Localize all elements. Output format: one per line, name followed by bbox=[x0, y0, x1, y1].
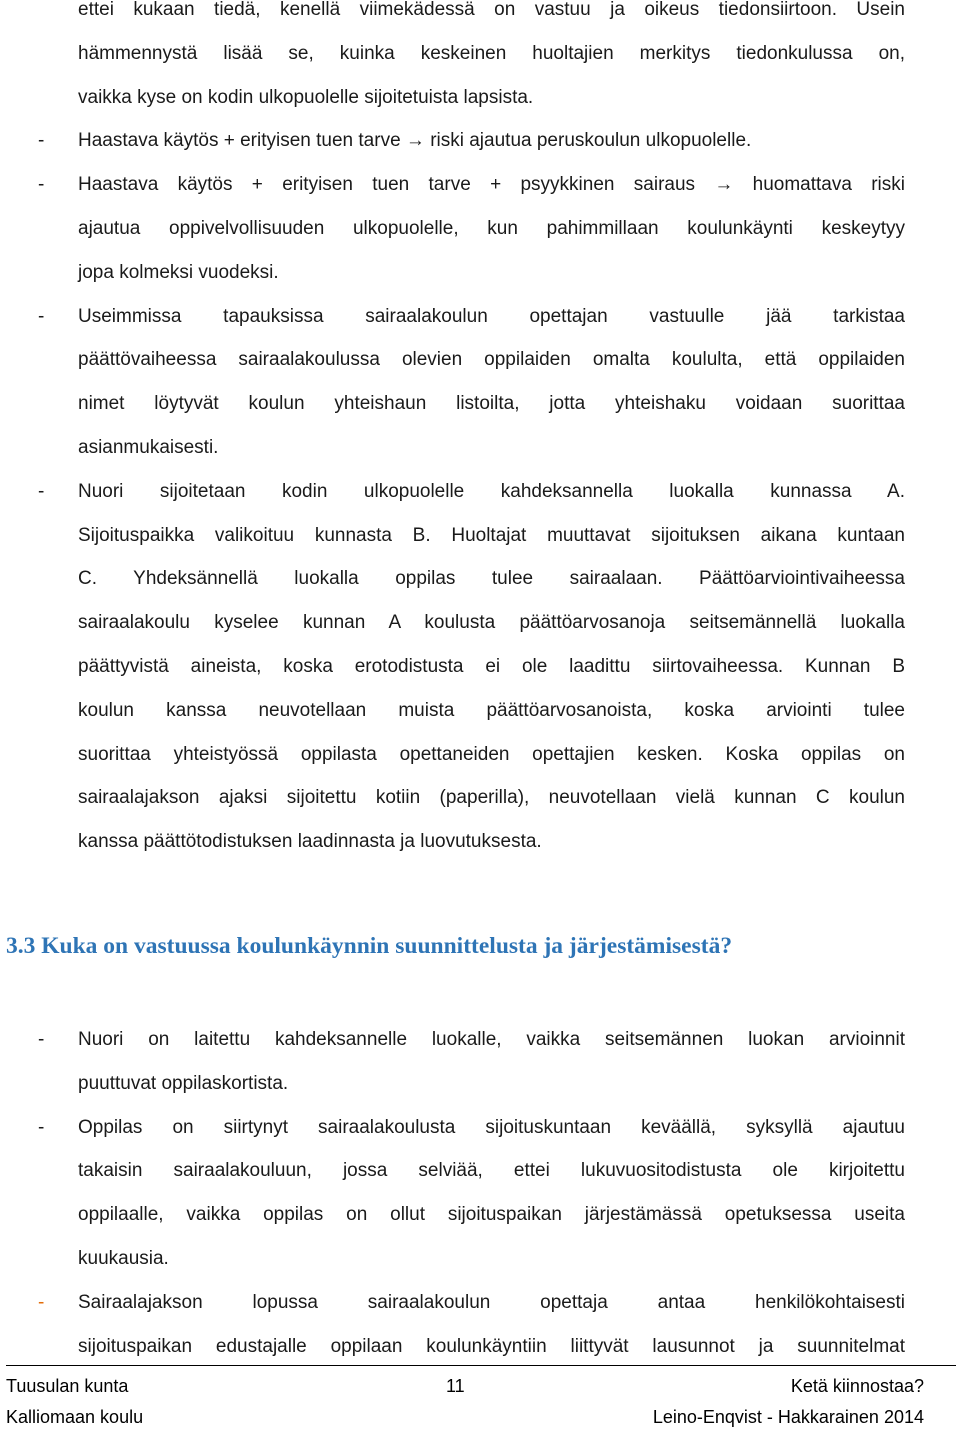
body-text-line: sairaalajakson ajaksi sijoitettu kotiin (paperilla), neuvotellaan vielä kunnan C koulun bbox=[78, 787, 905, 809]
section-text-line: Sairaalajakson lopussa sairaalakoulun opettaja antaa henkilökohtaisesti bbox=[78, 1291, 905, 1313]
body-text-line: kanssa päättötodistuksen laadinnasta ja luovutuksesta. bbox=[78, 831, 542, 853]
body-text-line: Haastava käytös + erityisen tuen tarve → riski ajautua peruskoulun ulkopuolelle. bbox=[78, 130, 752, 152]
footer-divider bbox=[6, 1365, 956, 1366]
section-text-line: Nuori on laitettu kahdeksannelle luokalle, vaikka seitsemännen luokan arvioinnit bbox=[78, 1029, 905, 1050]
body-text-line: nimet löytyvät koulun yhteishaun listoilta, jotta yhteishaku voidaan suorittaa bbox=[78, 393, 905, 415]
page-number: 11 bbox=[446, 1376, 465, 1396]
body-text-line: päättyvistä aineista, koska erotodistusta ei ole laadittu siirtovaiheessa. Kunnan B bbox=[78, 656, 905, 677]
list-bullet: - bbox=[38, 1029, 45, 1050]
section-text-line: kuukausia. bbox=[78, 1248, 169, 1269]
body-text-line: sairaalakoulu kyselee kunnan A koulusta päättöarvosanoja seitsemännellä luokalla bbox=[78, 612, 905, 634]
section-text-line: takaisin sairaalakouluun, jossa selviää, ettei lukuvuositodistusta ole kirjoitettu bbox=[78, 1160, 905, 1182]
footer-school: Kalliomaan koulu bbox=[6, 1407, 144, 1427]
body-text-line: asianmukaisesti. bbox=[78, 437, 219, 458]
body-text-line: päättövaiheessa sairaalakoulussa olevien oppilaiden omalta koululta, että oppilaiden bbox=[78, 349, 905, 371]
section-text-line: oppilaalle, vaikka oppilas on ollut sijoituspaikan järjestämässä opetuksessa useita bbox=[78, 1204, 905, 1226]
body-text-line: suorittaa yhteistyössä oppilasta opettaneiden opettajien kesken. Koska oppilas on bbox=[78, 743, 905, 765]
section-text-line: Oppilas on siirtynyt sairaalakoulusta sijoituskuntaan keväällä, syksyllä ajautuu bbox=[78, 1116, 905, 1138]
body-text-line: Nuori sijoitetaan kodin ulkopuolelle kahdeksannella luokalla kunnassa A. bbox=[78, 480, 905, 502]
list-bullet: - bbox=[38, 130, 45, 152]
body-text-line: hämmennystä lisää se, kuinka keskeinen huoltajien merkitys tiedonkulussa on, bbox=[78, 42, 905, 64]
body-text-line: vaikka kyse on kodin ulkopuolelle sijoitetuista lapsista. bbox=[78, 86, 534, 108]
body-text-line: Haastava käytös + erityisen tuen tarve + psyykkinen sairaus → huomattava riski bbox=[78, 174, 905, 196]
list-bullet: - bbox=[38, 305, 45, 327]
footer-municipality: Tuusulan kunta bbox=[6, 1376, 129, 1396]
list-bullet: - bbox=[38, 1116, 45, 1138]
list-bullet: - bbox=[38, 480, 45, 502]
section-text-line: puuttuvat oppilaskortista. bbox=[78, 1072, 289, 1094]
body-text-line: Sijoituspaikka valikoituu kunnasta B. Huoltajat muuttavat sijoituksen aikana kuntaan bbox=[78, 524, 905, 546]
body-text-line: jopa kolmeksi vuodeksi. bbox=[78, 261, 279, 283]
list-bullet: - bbox=[38, 174, 45, 196]
body-text-line: ajautua oppivelvollisuuden ulkopuolelle, kun pahimmillaan koulunkäynti keskeytyy bbox=[78, 218, 905, 239]
section-text-line: sijoituspaikan edustajalle oppilaan koulunkäyntiin liittyvät lausunnot ja suunnitelmat bbox=[78, 1335, 905, 1357]
body-text-line: Useimmissa tapauksissa sairaalakoulun opettajan vastuulle jää tarkistaa bbox=[78, 305, 905, 327]
list-bullet: - bbox=[38, 1291, 45, 1313]
footer-authors: Leino-Enqvist - Hakkarainen 2014 bbox=[652, 1407, 924, 1427]
body-text-line: ettei kukaan tiedä, kenellä viimekädessä on vastuu ja oikeus tiedonsiirtoon. Usein bbox=[78, 0, 905, 20]
body-text-line: koulun kanssa neuvotellaan muista päättöarvosanoista, koska arviointi tulee bbox=[78, 699, 905, 721]
footer-title: Ketä kiinnostaa? bbox=[790, 1376, 924, 1396]
body-text-line: C. Yhdeksännellä luokalla oppilas tulee sairaalaan. Päättöarviointivaiheessa bbox=[78, 568, 905, 590]
section-heading: 3.3 Kuka on vastuussa koulunkäynnin suunnittelusta ja järjestämisestä? bbox=[6, 933, 733, 959]
